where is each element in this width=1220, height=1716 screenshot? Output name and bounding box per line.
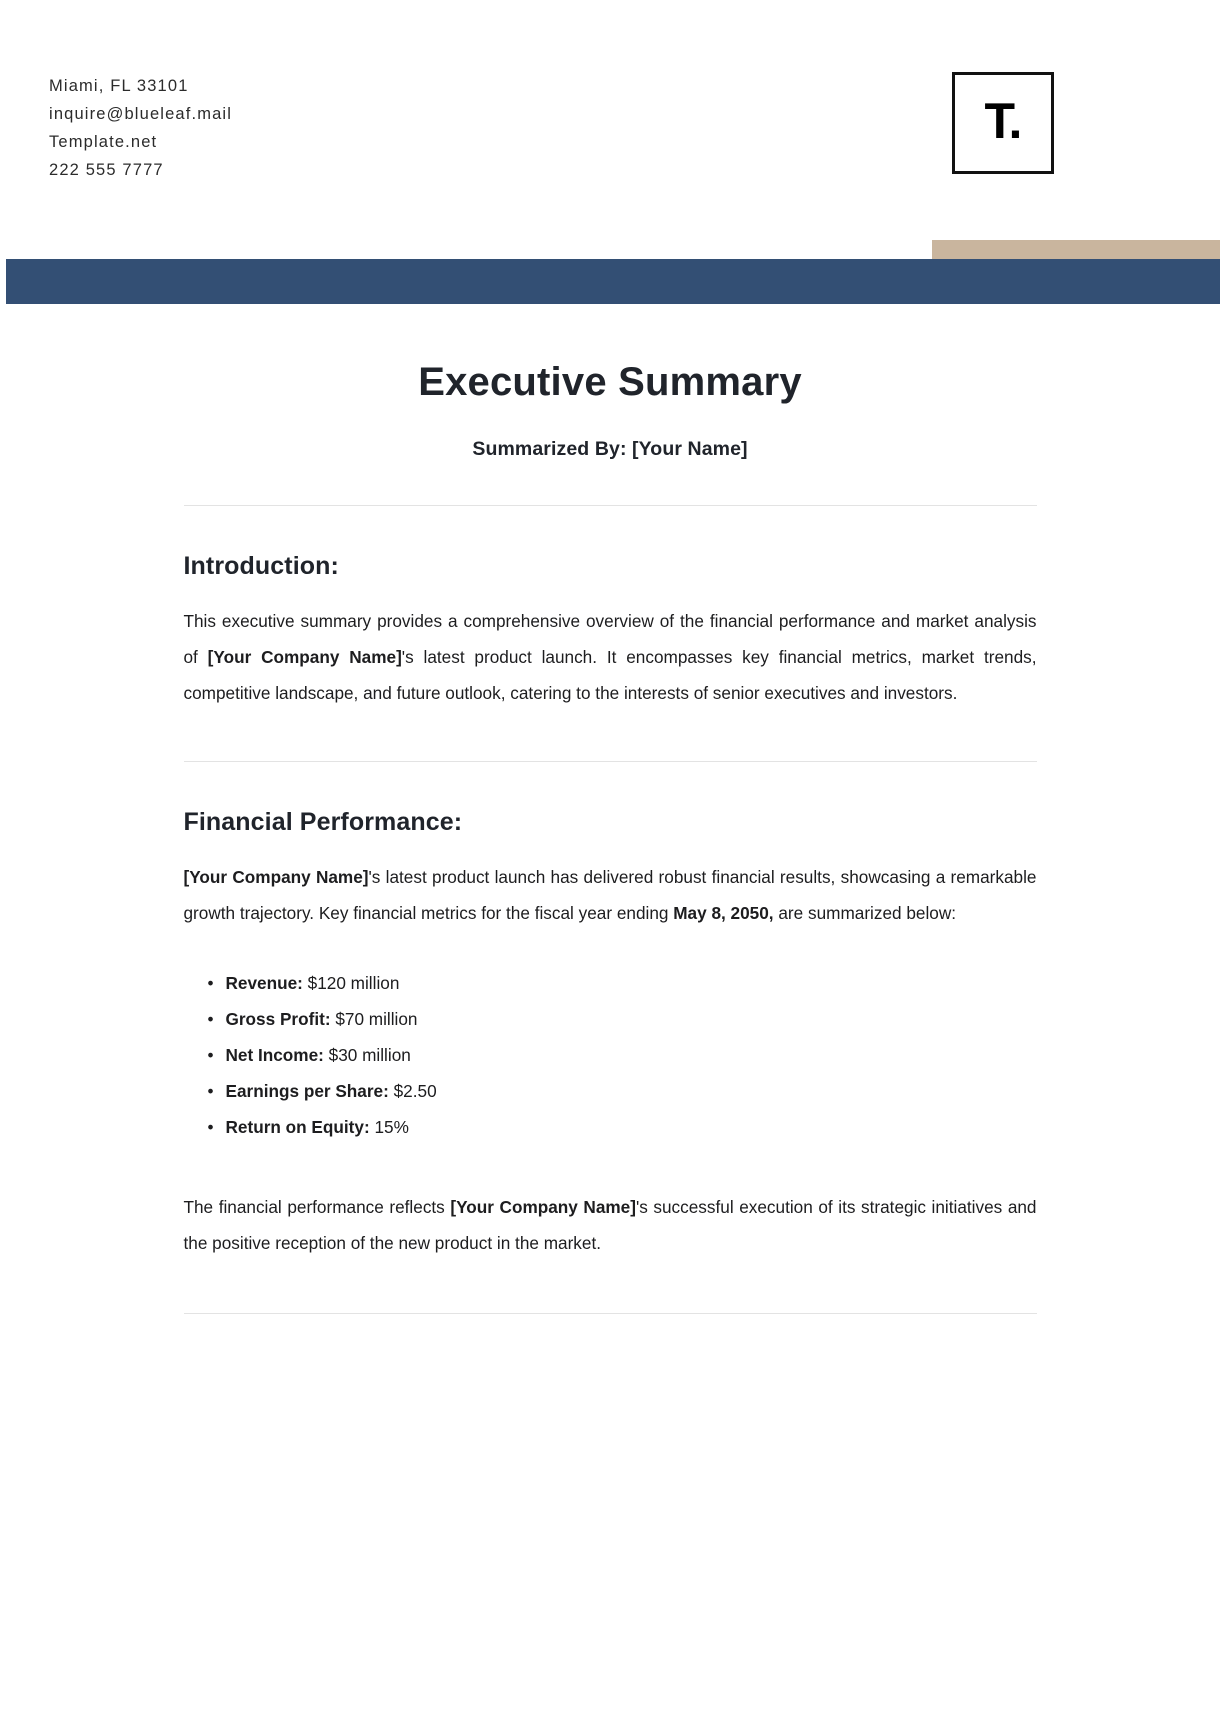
- financial-intro-paragraph: [184, 837, 1037, 931]
- company-logo: [952, 72, 1054, 174]
- contact-info-block: [49, 72, 232, 184]
- contact-phone: 222 555 7777: [49, 161, 164, 179]
- metric-value: $70 million: [335, 1009, 418, 1029]
- closing-text-2: 's successful execution of its strategic initiatives and the positive reception of the new product in the market.: [183, 1197, 1037, 1253]
- closing-text-1: The financial performance reflects: [183, 1197, 451, 1217]
- metric-value: $30 million: [328, 1045, 411, 1065]
- intro-text-1: This executive summary provides a comprehensive overview of the financial performance and market analysis of: [183, 611, 1037, 667]
- section-heading-introduction: Introduction:: [183, 552, 339, 580]
- tan-accent-bar: [932, 240, 1220, 259]
- list-item: [208, 1073, 1037, 1109]
- section-heading-financial-performance: Financial Performance:: [183, 808, 463, 836]
- financial-company-name: [Your Company Name]: [183, 867, 369, 887]
- metric-label: Revenue:: [225, 973, 303, 993]
- document-body: [0, 304, 1220, 1314]
- metric-value: $2.50: [393, 1081, 437, 1101]
- intro-company-name: [Your Company Name]: [207, 647, 402, 667]
- list-item: [208, 1001, 1037, 1037]
- page-title: Executive Summary: [418, 360, 802, 404]
- metric-label: Gross Profit:: [225, 1009, 331, 1029]
- financial-closing-paragraph: [184, 1145, 1037, 1261]
- metric-label: Net Income:: [225, 1045, 324, 1065]
- title-area: [0, 304, 1220, 461]
- financial-text-2: are summarized below:: [773, 903, 957, 923]
- list-item: [208, 1109, 1037, 1145]
- financial-fiscal-date: May 8, 2050,: [673, 903, 774, 923]
- contact-address: Miami, FL 33101: [49, 77, 189, 95]
- contact-website: Template.net: [49, 133, 158, 151]
- financial-metrics-list: [184, 931, 1037, 1145]
- logo-letter-t-icon: T.: [984, 93, 1022, 149]
- financial-text-1: 's latest product launch has delivered robust financial results, showcasing a remarkable growth trajectory. Key financial metrics for the fiscal year ending: [183, 867, 1037, 923]
- blue-accent-bar: [6, 259, 1220, 304]
- divider-bottom: [184, 1313, 1037, 1314]
- metric-label: Earnings per Share:: [225, 1081, 389, 1101]
- intro-text-2: 's latest product launch. It encompasses key financial metrics, market trends, competitive landscape, and future outlook, catering to the interests of senior executives and investors.: [183, 647, 1037, 703]
- list-item: [208, 965, 1037, 1001]
- closing-company-name: [Your Company Name]: [450, 1197, 636, 1217]
- metric-value: $120 million: [307, 973, 400, 993]
- document-subtitle: Summarized By: [Your Name]: [472, 438, 748, 460]
- section-financial-performance: [184, 762, 1037, 1261]
- metric-label: Return on Equity:: [225, 1117, 370, 1137]
- page-header: [0, 0, 1220, 240]
- contact-email: inquire@blueleaf.mail: [49, 105, 233, 123]
- metric-value: 15%: [374, 1117, 409, 1137]
- introduction-paragraph: [184, 581, 1037, 711]
- list-item: [208, 1037, 1037, 1073]
- section-introduction: [184, 506, 1037, 711]
